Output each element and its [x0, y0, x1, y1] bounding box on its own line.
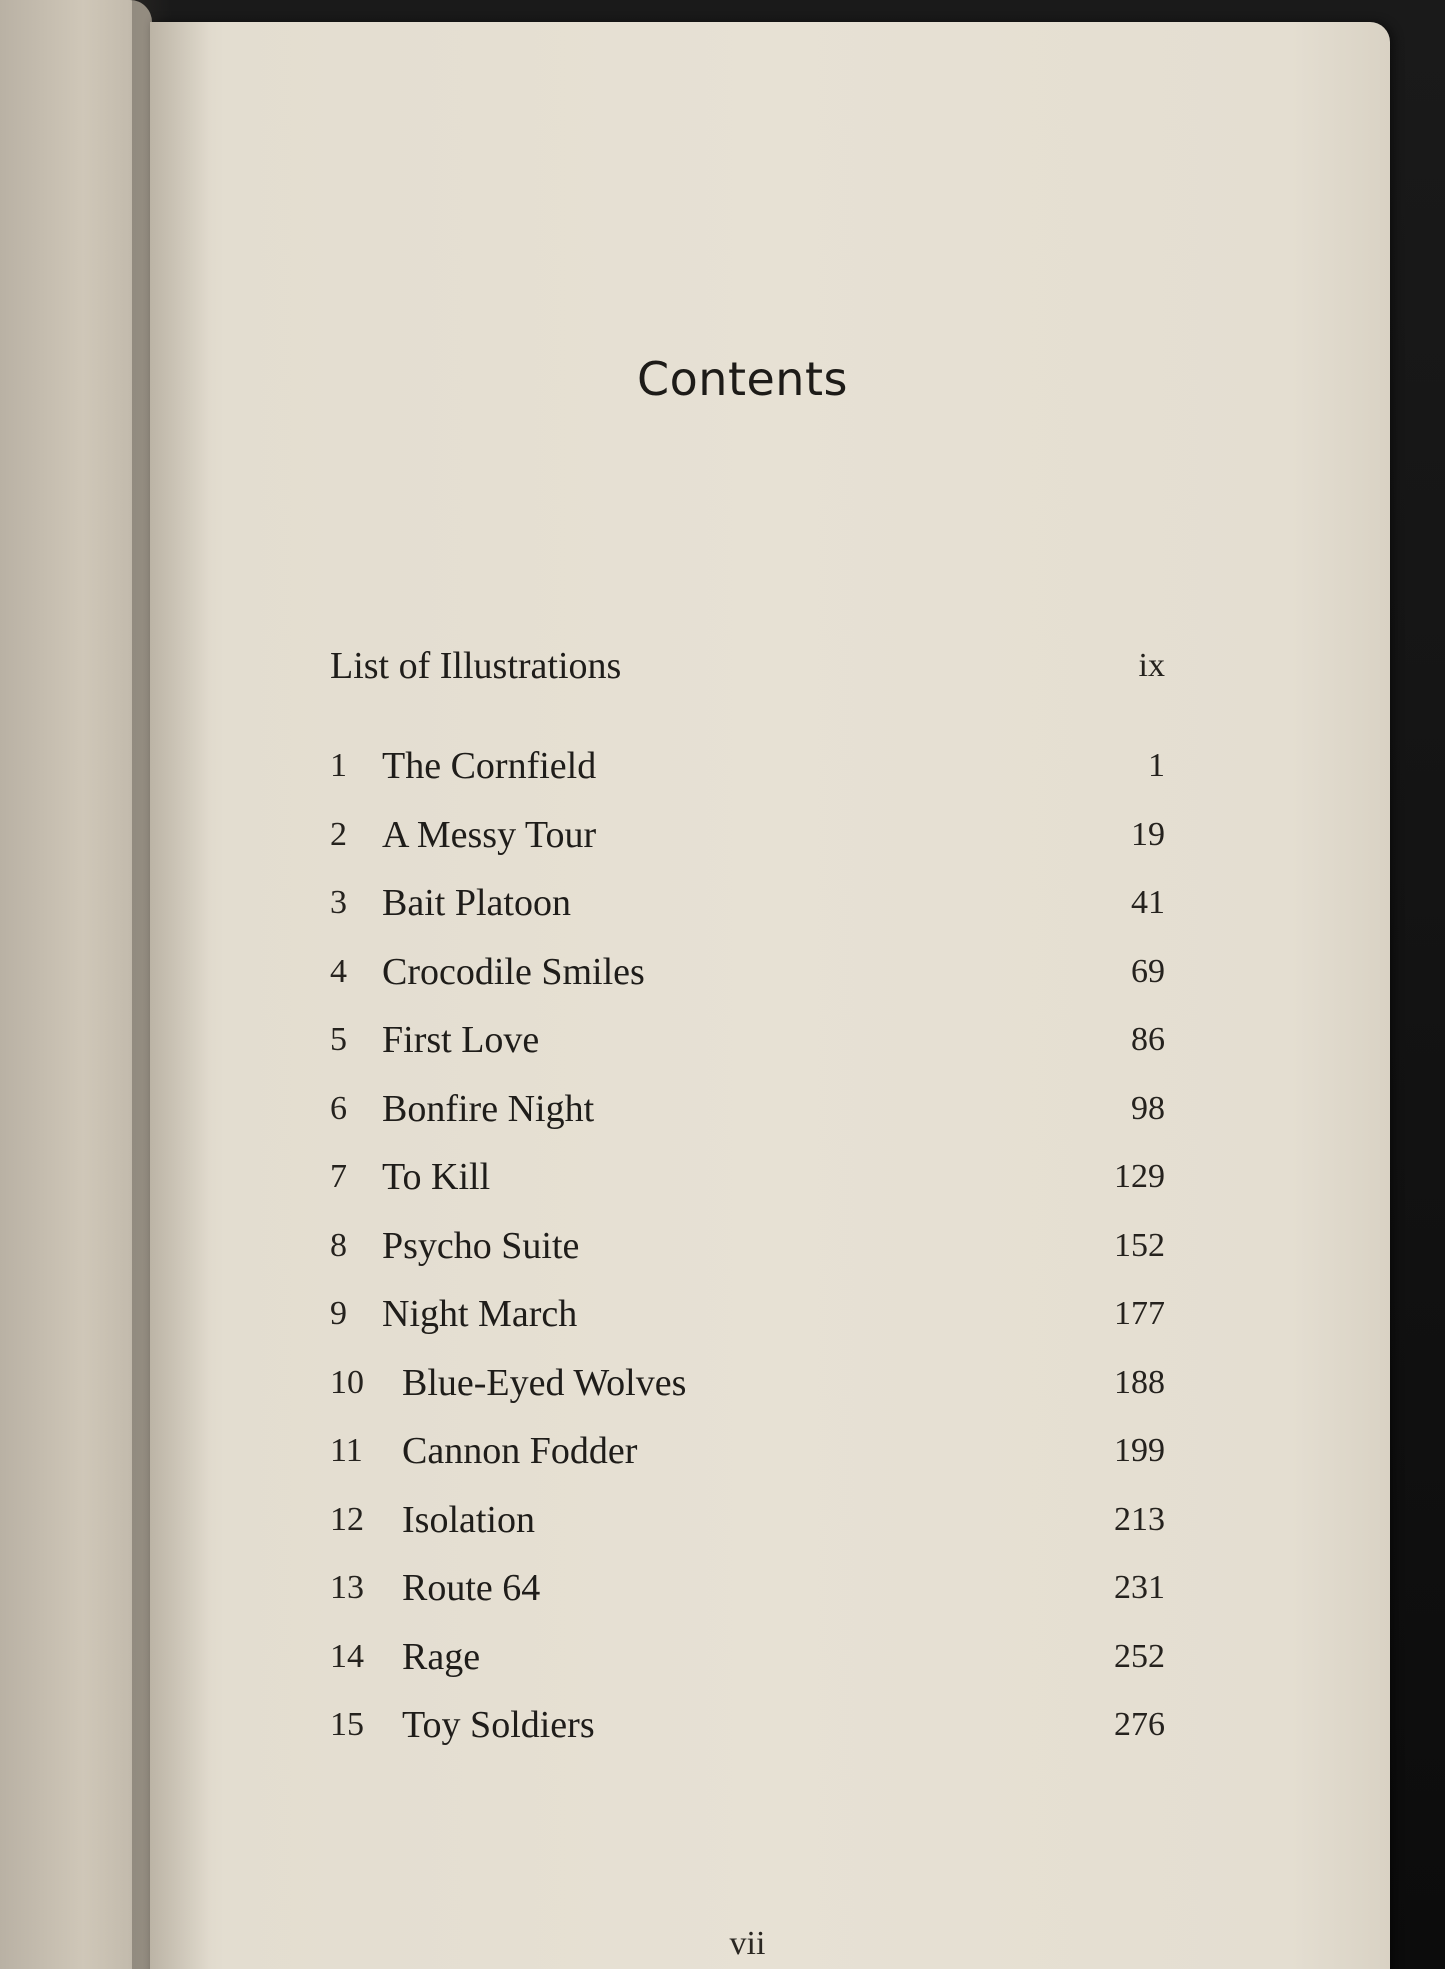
toc-row[interactable] [330, 740, 1165, 792]
chapter-page-number: 19 [1131, 815, 1165, 853]
toc-row[interactable] [330, 1014, 1165, 1066]
toc-row[interactable] [330, 1699, 1165, 1751]
toc-row[interactable] [330, 1357, 1165, 1409]
chapter-number: 4 [330, 952, 347, 990]
chapter-number: 10 [330, 1363, 364, 1401]
chapter-page-number: 152 [1114, 1226, 1165, 1264]
chapter-number: 6 [330, 1089, 347, 1127]
chapter-title: Bonfire Night [382, 1087, 595, 1130]
chapter-number: 5 [330, 1021, 347, 1058]
toc-row[interactable] [330, 1425, 1165, 1477]
chapter-page-number: 276 [1114, 1706, 1165, 1743]
chapter-page-number: 252 [1114, 1637, 1165, 1675]
chapter-title: First Love [382, 1019, 540, 1061]
chapter-title: Psycho Suite [382, 1224, 580, 1267]
chapter-number: 7 [330, 1158, 347, 1195]
toc-row[interactable] [330, 1494, 1165, 1546]
toc-row[interactable] [330, 877, 1165, 929]
toc-front-matter-label: List of Illustrations [330, 645, 622, 687]
chapter-page-number: 129 [1114, 1158, 1165, 1195]
toc-row[interactable] [330, 1220, 1165, 1272]
chapter-title: Route 64 [402, 1567, 541, 1609]
toc-row[interactable] [330, 946, 1165, 998]
page-title: Contents [637, 352, 848, 406]
chapter-title: Isolation [402, 1498, 535, 1541]
chapter-number: 13 [330, 1569, 364, 1606]
toc-front-matter-page: ix [1138, 647, 1165, 684]
page-number-folio: vii [729, 1925, 766, 1962]
chapter-page-number: 231 [1114, 1569, 1165, 1606]
chapter-title: To Kill [382, 1156, 491, 1198]
chapter-page-number: 41 [1131, 884, 1165, 921]
toc-row-list-of-illustrations[interactable] [330, 640, 1165, 692]
chapter-title: Night March [382, 1293, 578, 1335]
chapter-number: 15 [330, 1706, 364, 1743]
chapter-title: A Messy Tour [382, 813, 597, 856]
facing-page [0, 0, 152, 1969]
chapter-title: Toy Soldiers [402, 1704, 595, 1746]
chapter-number: 3 [330, 884, 347, 921]
chapter-page-number: 86 [1131, 1021, 1165, 1058]
toc-row[interactable] [330, 1083, 1165, 1135]
chapter-page-number: 1 [1148, 747, 1165, 784]
toc-row[interactable] [330, 1631, 1165, 1683]
chapter-page-number: 69 [1131, 952, 1165, 990]
chapter-page-number: 177 [1114, 1295, 1165, 1332]
chapter-number: 1 [330, 747, 347, 784]
chapter-title: Rage [402, 1635, 481, 1678]
toc-row[interactable] [330, 1151, 1165, 1203]
chapter-number: 11 [330, 1432, 363, 1469]
chapter-number: 12 [330, 1500, 364, 1538]
chapter-title: Bait Platoon [382, 882, 571, 924]
chapter-number: 8 [330, 1226, 347, 1264]
chapter-title: Blue-Eyed Wolves [402, 1361, 687, 1404]
toc-row[interactable] [330, 1288, 1165, 1340]
chapter-number: 2 [330, 815, 347, 853]
chapter-title: Cannon Fodder [402, 1430, 638, 1472]
chapter-title: The Cornfield [382, 745, 597, 787]
chapter-number: 9 [330, 1295, 347, 1332]
chapter-page-number: 188 [1114, 1363, 1165, 1401]
toc-row[interactable] [330, 1562, 1165, 1614]
chapter-number: 14 [330, 1637, 364, 1675]
chapter-page-number: 199 [1114, 1432, 1165, 1469]
chapter-page-number: 213 [1114, 1500, 1165, 1538]
chapter-page-number: 98 [1131, 1089, 1165, 1127]
toc-row[interactable] [330, 809, 1165, 861]
chapter-title: Crocodile Smiles [382, 950, 645, 993]
